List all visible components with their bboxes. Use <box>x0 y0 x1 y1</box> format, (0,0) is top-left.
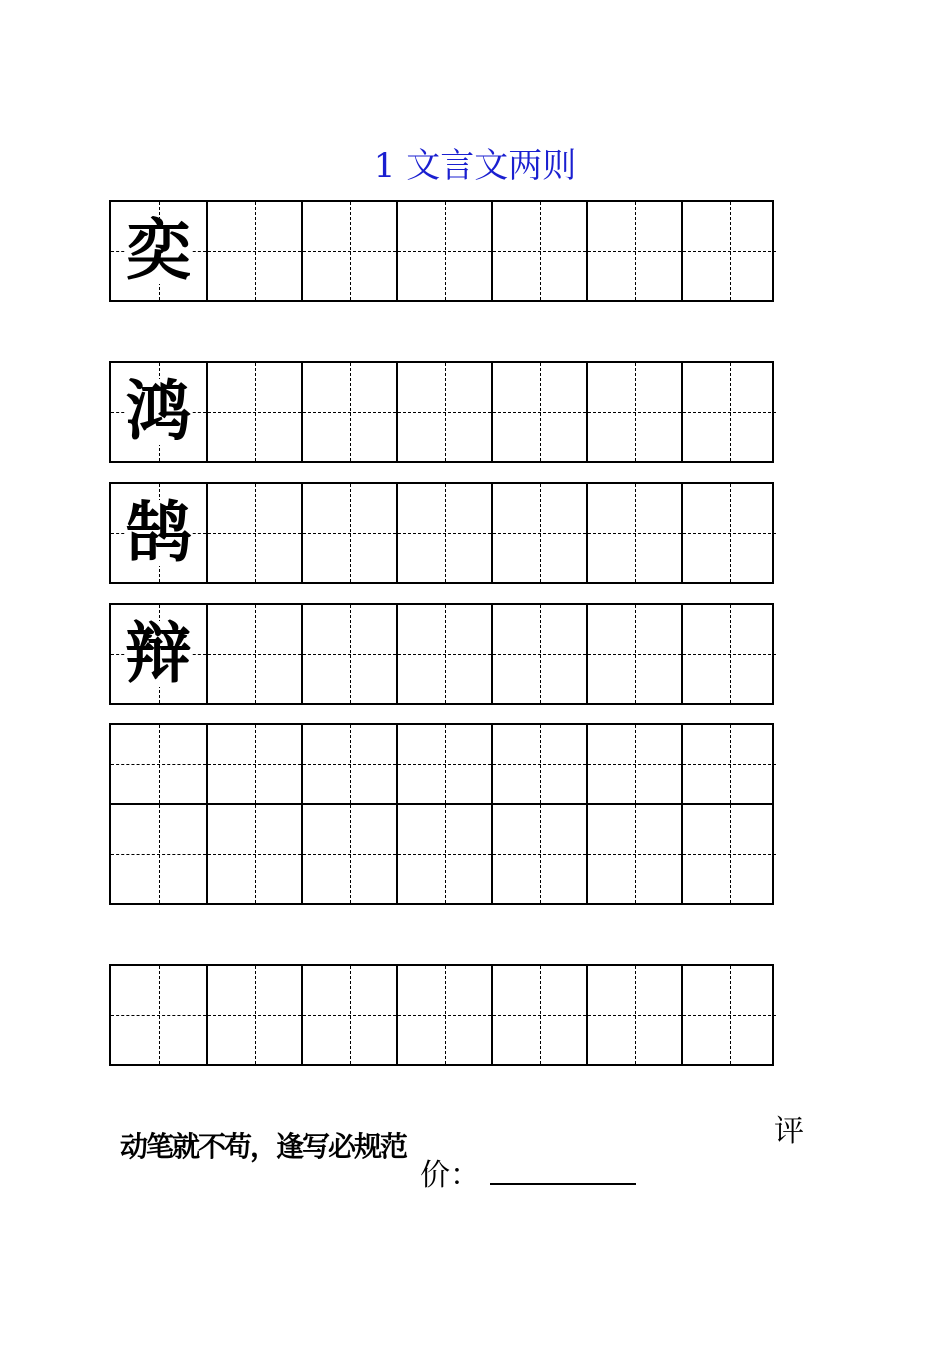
practice-cell[interactable] <box>396 966 491 1064</box>
writing-row-5 <box>109 723 774 805</box>
practice-cell[interactable] <box>681 725 776 803</box>
motto-text: 动笔就不苟，逢写必规范 <box>120 1130 407 1163</box>
practice-cell[interactable] <box>206 363 301 461</box>
practice-cell[interactable] <box>301 202 396 300</box>
practice-cell[interactable] <box>301 805 396 903</box>
practice-cell[interactable] <box>491 202 586 300</box>
practice-cell[interactable] <box>301 363 396 461</box>
practice-cell[interactable] <box>491 363 586 461</box>
practice-cell[interactable] <box>491 966 586 1064</box>
example-character: 奕 <box>125 212 192 289</box>
example-character: 鸿 <box>125 373 192 450</box>
example-character: 辩 <box>125 615 192 692</box>
evaluation-label-part-1: 评 <box>774 1114 804 1149</box>
practice-cell[interactable] <box>301 605 396 703</box>
evaluation-label-part-2: 价： <box>420 1158 480 1193</box>
practice-cell[interactable] <box>681 805 776 903</box>
example-cell <box>111 484 206 582</box>
practice-cell[interactable] <box>586 725 681 803</box>
practice-cell[interactable] <box>491 805 586 903</box>
practice-cell[interactable] <box>206 202 301 300</box>
practice-cell[interactable] <box>491 484 586 582</box>
practice-cell[interactable] <box>681 363 776 461</box>
example-character: 鹄 <box>125 494 192 571</box>
practice-cell[interactable] <box>396 363 491 461</box>
writing-row-4 <box>109 603 774 705</box>
practice-cell[interactable] <box>491 605 586 703</box>
practice-cell[interactable] <box>681 605 776 703</box>
evaluation-blank-line[interactable] <box>490 1183 636 1185</box>
example-cell <box>111 202 206 300</box>
practice-cell[interactable] <box>206 605 301 703</box>
practice-cell[interactable] <box>396 605 491 703</box>
example-cell <box>111 605 206 703</box>
practice-cell[interactable] <box>586 605 681 703</box>
practice-cell[interactable] <box>681 966 776 1064</box>
practice-cell[interactable] <box>206 966 301 1064</box>
practice-cell[interactable] <box>681 484 776 582</box>
practice-cell[interactable] <box>586 966 681 1064</box>
practice-cell[interactable] <box>586 805 681 903</box>
practice-cell[interactable] <box>206 805 301 903</box>
example-cell <box>111 363 206 461</box>
writing-row-7 <box>109 964 774 1066</box>
practice-cell[interactable] <box>301 966 396 1064</box>
writing-row-3 <box>109 482 774 584</box>
practice-cell[interactable] <box>301 484 396 582</box>
practice-cell[interactable] <box>396 805 491 903</box>
practice-cell[interactable] <box>111 966 206 1064</box>
practice-cell[interactable] <box>396 202 491 300</box>
practice-cell[interactable] <box>586 363 681 461</box>
writing-row-2 <box>109 361 774 463</box>
practice-cell[interactable] <box>681 202 776 300</box>
practice-cell[interactable] <box>206 725 301 803</box>
practice-cell[interactable] <box>586 484 681 582</box>
practice-cell[interactable] <box>396 484 491 582</box>
practice-cell[interactable] <box>206 484 301 582</box>
practice-cell[interactable] <box>301 725 396 803</box>
writing-row-1 <box>109 200 774 302</box>
writing-row-6 <box>109 803 774 905</box>
practice-cell[interactable] <box>111 805 206 903</box>
page-title: 1 文言文两则 <box>373 146 577 186</box>
practice-cell[interactable] <box>396 725 491 803</box>
practice-cell[interactable] <box>111 725 206 803</box>
practice-cell[interactable] <box>491 725 586 803</box>
practice-cell[interactable] <box>586 202 681 300</box>
